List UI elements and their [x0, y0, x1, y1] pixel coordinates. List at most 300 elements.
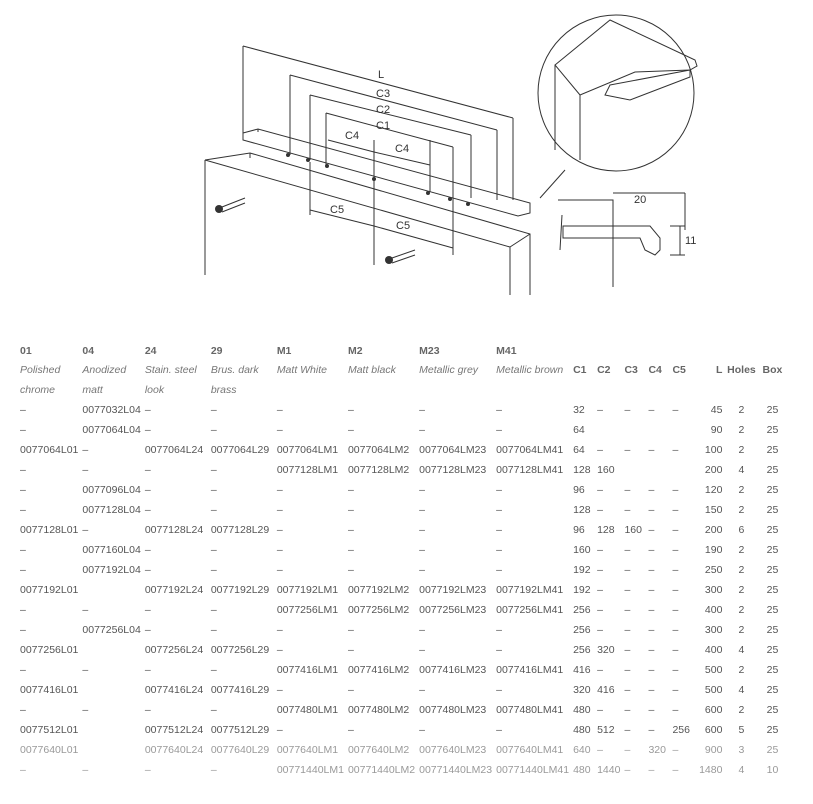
- spacer-cell: [595, 342, 622, 360]
- label-C4-right: C4: [395, 143, 410, 155]
- table-cell: 2: [738, 584, 745, 596]
- table-cell: 160: [597, 464, 615, 476]
- table-cell: –: [648, 624, 655, 636]
- table-cell: –: [276, 544, 283, 556]
- table-cell: 160: [573, 544, 591, 556]
- spacer-cell: [758, 380, 786, 400]
- table-cell: 25: [766, 604, 779, 616]
- finish-name: chrome: [20, 384, 56, 396]
- table-cell: 0077064LM2: [347, 444, 410, 456]
- table-cell: –: [144, 624, 151, 636]
- finish-name: Matt black: [347, 364, 396, 376]
- table-cell: 25: [766, 424, 779, 436]
- table-cell: –: [597, 404, 603, 416]
- table-cell: –: [20, 504, 26, 516]
- table-cell: 0077064L04: [82, 424, 141, 436]
- finish-name: Metallic grey: [419, 364, 479, 376]
- table-row: [18, 760, 786, 780]
- table-cell: –: [597, 604, 603, 616]
- table-cell: –: [20, 484, 26, 496]
- table-cell: –: [144, 604, 151, 616]
- table-cell: –: [624, 404, 631, 416]
- table-row: [18, 640, 786, 660]
- table-cell: –: [672, 764, 679, 776]
- table-cell: –: [347, 564, 354, 576]
- table-cell: –: [20, 664, 26, 676]
- table-cell: 0077128LM1: [276, 464, 339, 476]
- table-cell: –: [597, 664, 603, 676]
- spacer-cell: [724, 342, 758, 360]
- table-cell: 256: [573, 624, 591, 636]
- table-cell: –: [210, 544, 217, 556]
- table-cell: –: [276, 524, 283, 536]
- table-cell: 0077256L04: [82, 624, 141, 636]
- table-cell: –: [496, 404, 502, 416]
- table-cell: –: [210, 404, 217, 416]
- table-row: [18, 600, 786, 620]
- table-cell: 600: [704, 704, 723, 716]
- table-cell: –: [624, 664, 631, 676]
- table-cell: –: [648, 544, 655, 556]
- table-cell: –: [496, 424, 502, 436]
- table-cell: –: [624, 444, 631, 456]
- table-cell: 32: [573, 404, 585, 416]
- table-row: [18, 480, 786, 500]
- finish-name: Anodized: [82, 364, 127, 376]
- table-cell: –: [496, 684, 502, 696]
- table-cell: 0077480LM1: [276, 704, 339, 716]
- finish-name: [346, 380, 417, 400]
- table-cell: 0077640LM2: [347, 744, 410, 756]
- table-row: [18, 460, 786, 480]
- label-C1: C1: [376, 120, 391, 132]
- table-cell: –: [20, 604, 26, 616]
- table-cell: 0077512L24: [144, 724, 204, 736]
- label-C5-left: C5: [330, 204, 345, 216]
- table-cell: 128: [597, 524, 615, 536]
- table-cell: 200: [704, 464, 723, 476]
- detail-circle: [538, 15, 694, 171]
- table-cell: –: [597, 544, 603, 556]
- table-cell: 0077256LM23: [419, 604, 487, 616]
- table-row: [18, 680, 786, 700]
- table-cell: –: [276, 724, 283, 736]
- table-cell: 320: [597, 644, 615, 656]
- spec-table: [18, 342, 786, 780]
- table-cell: [670, 420, 694, 440]
- table-cell: 4: [738, 464, 745, 476]
- table-cell: –: [597, 504, 603, 516]
- table-cell: 0077480LM2: [347, 704, 410, 716]
- table-cell: 320: [573, 684, 591, 696]
- table-cell: –: [624, 604, 631, 616]
- label-C5-right: C5: [396, 220, 411, 232]
- table-cell: 0077640LM1: [276, 744, 339, 756]
- table-cell: 400: [704, 604, 723, 616]
- table-cell: 2: [738, 544, 745, 556]
- table-body: [18, 400, 786, 780]
- table-cell: 0077160L04: [82, 544, 141, 556]
- table-cell: 480: [573, 704, 591, 716]
- table-cell: –: [672, 684, 679, 696]
- table-cell: –: [347, 544, 354, 556]
- table-cell: –: [276, 424, 283, 436]
- table-cell: 0077416LM2: [347, 664, 410, 676]
- table-cell: 640: [573, 744, 591, 756]
- table-cell: –: [210, 504, 217, 516]
- table-cell: 0077640LM23: [419, 744, 487, 756]
- table-cell: 0077640LM41: [496, 744, 564, 756]
- table-cell: 00771440LM23: [419, 764, 493, 776]
- table-cell: 4: [738, 764, 745, 776]
- table-cell: –: [648, 644, 655, 656]
- table-cell: –: [496, 624, 502, 636]
- table-cell: 0077416L24: [144, 684, 204, 696]
- table-cell: –: [144, 544, 151, 556]
- table-cell: –: [624, 724, 631, 736]
- table-cell: –: [624, 744, 631, 756]
- table-cell: 0077064LM41: [496, 444, 564, 456]
- table-cell: 128: [573, 464, 591, 476]
- table-cell: 25: [766, 444, 779, 456]
- table-cell: –: [210, 604, 217, 616]
- table-cell: 25: [766, 584, 779, 596]
- table-cell: 900: [704, 744, 723, 756]
- table-cell: [80, 740, 142, 760]
- table-cell: –: [82, 464, 89, 476]
- table-cell: –: [648, 564, 655, 576]
- dimension-header: Holes: [727, 364, 756, 376]
- table-cell: 5: [738, 724, 745, 736]
- table-cell: 0077192LM2: [347, 584, 410, 596]
- table-cell: 25: [766, 464, 779, 476]
- table-cell: 00771440LM41: [496, 764, 570, 776]
- table-cell: –: [419, 724, 425, 736]
- table-cell: –: [648, 724, 655, 736]
- table-cell: 0077416L29: [210, 684, 270, 696]
- table-cell: 300: [704, 584, 723, 596]
- table-cell: 4: [738, 684, 745, 696]
- section-view: [558, 200, 660, 287]
- table-cell: –: [20, 544, 26, 556]
- table-cell: [646, 460, 670, 480]
- table-cell: [670, 460, 694, 480]
- table-cell: 25: [766, 684, 779, 696]
- table-row: [18, 400, 786, 420]
- table-cell: –: [648, 504, 655, 516]
- table-cell: –: [672, 524, 679, 536]
- spacer-cell: [595, 380, 622, 400]
- table-cell: –: [210, 764, 217, 776]
- table-cell: –: [347, 684, 354, 696]
- table-cell: 0077480LM23: [419, 704, 487, 716]
- table-cell: 480: [573, 764, 591, 776]
- table-cell: –: [672, 544, 679, 556]
- table-cell: 0077032L04: [82, 404, 141, 416]
- table-cell: –: [347, 484, 354, 496]
- table-cell: –: [144, 464, 151, 476]
- table-cell: 1440: [597, 764, 621, 776]
- table-cell: –: [648, 524, 655, 536]
- table-cell: 300: [704, 624, 723, 636]
- technical-drawing: [0, 0, 813, 330]
- table-cell: 96: [573, 524, 585, 536]
- table-cell: –: [496, 524, 502, 536]
- table-cell: –: [672, 484, 679, 496]
- table-cell: –: [648, 484, 655, 496]
- table-cell: –: [597, 704, 603, 716]
- finish-code: M23: [419, 345, 440, 357]
- table-cell: 0077416L01: [20, 684, 79, 696]
- table-cell: 0077128L29: [210, 524, 270, 536]
- table-cell: –: [82, 444, 89, 456]
- table-cell: –: [144, 424, 151, 436]
- table-cell: –: [648, 444, 655, 456]
- table-cell: –: [144, 504, 151, 516]
- table-cell: 0077256L24: [144, 644, 204, 656]
- table-cell: –: [597, 624, 603, 636]
- table-cell: –: [624, 764, 631, 776]
- table-cell: –: [672, 664, 679, 676]
- table-cell: 200: [704, 524, 723, 536]
- table-cell: –: [210, 624, 217, 636]
- table-cell: 500: [704, 684, 723, 696]
- spacer-cell: [670, 342, 694, 360]
- table-cell: –: [624, 544, 631, 556]
- dimension-header: L: [716, 364, 723, 376]
- table-cell: –: [672, 644, 679, 656]
- table-row: [18, 700, 786, 720]
- table-row: [18, 440, 786, 460]
- finish-code: 29: [210, 345, 223, 357]
- table-cell: 416: [597, 684, 615, 696]
- handle-bar: [243, 129, 530, 216]
- table-cell: –: [20, 764, 26, 776]
- table-cell: 2: [738, 484, 745, 496]
- table-cell: –: [496, 544, 502, 556]
- finish-name: Metallic brown: [496, 364, 564, 376]
- table-cell: 0077256LM41: [496, 604, 564, 616]
- table-cell: 25: [766, 564, 779, 576]
- finish-name-row: [18, 360, 786, 380]
- table-cell: –: [624, 684, 631, 696]
- table-cell: 0077128L01: [20, 524, 79, 536]
- table-cell: 400: [704, 644, 723, 656]
- spacer-cell: [646, 380, 670, 400]
- table-cell: 320: [648, 744, 666, 756]
- table-cell: 96: [573, 484, 585, 496]
- table-row: [18, 420, 786, 440]
- table-cell: –: [144, 564, 151, 576]
- table-cell: –: [648, 664, 655, 676]
- table-cell: –: [20, 404, 26, 416]
- spacer-cell: [646, 342, 670, 360]
- table-cell: 0077128L04: [82, 504, 141, 516]
- table-row: [18, 660, 786, 680]
- table-cell: 0077128L24: [144, 524, 204, 536]
- table-cell: –: [419, 484, 425, 496]
- table-cell: –: [82, 704, 89, 716]
- table-cell: –: [20, 564, 26, 576]
- table-cell: 64: [573, 444, 585, 456]
- table-cell: –: [347, 504, 354, 516]
- table-cell: –: [276, 624, 283, 636]
- table-cell: 0077064L29: [210, 444, 270, 456]
- table-cell: –: [597, 444, 603, 456]
- table-cell: 256: [573, 644, 591, 656]
- table-cell: –: [496, 564, 502, 576]
- table-cell: 2: [738, 604, 745, 616]
- table-cell: –: [648, 604, 655, 616]
- table-cell: 0077192L29: [210, 584, 270, 596]
- spacer-cell: [694, 380, 724, 400]
- table-cell: –: [144, 484, 151, 496]
- table-cell: –: [672, 504, 679, 516]
- table-cell: –: [648, 684, 655, 696]
- table-cell: 192: [573, 564, 591, 576]
- finish-name: Brus. dark: [210, 364, 259, 376]
- table-cell: –: [144, 664, 151, 676]
- table-cell: 0077064LM1: [276, 444, 339, 456]
- table-cell: 45: [710, 404, 723, 416]
- finish-name: Matt White: [276, 364, 327, 376]
- table-cell: 0077192LM23: [419, 584, 487, 596]
- table-cell: 25: [766, 524, 779, 536]
- table-row: [18, 740, 786, 760]
- table-cell: –: [210, 464, 217, 476]
- table-cell: –: [276, 484, 283, 496]
- table-cell: 0077480LM41: [496, 704, 564, 716]
- spacer-cell: [670, 380, 694, 400]
- table-row: [18, 520, 786, 540]
- table-cell: 2: [738, 444, 745, 456]
- table-cell: 25: [766, 404, 779, 416]
- spacer-cell: [622, 342, 646, 360]
- table-cell: –: [496, 644, 502, 656]
- finish-code: M41: [496, 345, 517, 357]
- table-cell: [80, 720, 142, 740]
- table-cell: 0077640L24: [144, 744, 204, 756]
- screw-right: [392, 250, 415, 263]
- finish-name: [275, 380, 346, 400]
- table-cell: 512: [597, 724, 615, 736]
- dimension-header: C4: [648, 364, 662, 376]
- table-cell: 25: [766, 544, 779, 556]
- table-cell: –: [419, 624, 425, 636]
- table-cell: –: [82, 764, 89, 776]
- table-cell: 2: [738, 404, 745, 416]
- finish-name: Stain. steel: [144, 364, 197, 376]
- dimension-header: C2: [597, 364, 611, 376]
- finish-code: 01: [20, 345, 32, 357]
- table-cell: 25: [766, 504, 779, 516]
- table-cell: –: [597, 584, 603, 596]
- table-cell: 2: [738, 624, 745, 636]
- table-cell: 25: [766, 624, 779, 636]
- finish-name: matt: [82, 384, 103, 396]
- table-cell: –: [496, 484, 502, 496]
- dimension-header: C3: [624, 364, 638, 376]
- table-cell: –: [419, 564, 425, 576]
- finish-name: Polished: [20, 364, 61, 376]
- table-cell: 500: [704, 664, 723, 676]
- table-cell: –: [210, 424, 217, 436]
- table-cell: 600: [704, 724, 723, 736]
- table-cell: 480: [573, 724, 591, 736]
- table-cell: –: [672, 584, 679, 596]
- table-cell: –: [624, 584, 631, 596]
- finish-code-row: [18, 342, 786, 360]
- table-cell: –: [597, 744, 603, 756]
- table-cell: 128: [573, 504, 591, 516]
- table-cell: 25: [766, 724, 779, 736]
- table-cell: –: [624, 484, 631, 496]
- table-cell: 190: [704, 544, 723, 556]
- table-cell: 2: [738, 504, 745, 516]
- table-cell: –: [419, 504, 425, 516]
- table-cell: –: [20, 704, 26, 716]
- table-cell: –: [597, 564, 603, 576]
- table-cell: –: [672, 404, 679, 416]
- finish-name: [417, 380, 494, 400]
- table-cell: 100: [704, 444, 723, 456]
- table-cell: 0077640L29: [210, 744, 270, 756]
- table-cell: –: [672, 624, 679, 636]
- table-cell: 192: [573, 584, 591, 596]
- table-cell: 0077256L29: [210, 644, 270, 656]
- table-cell: 150: [704, 504, 723, 516]
- spacer-cell: [571, 342, 595, 360]
- label-dim-20: 20: [634, 194, 647, 206]
- table-cell: 2: [738, 664, 745, 676]
- table-cell: –: [419, 404, 425, 416]
- dimension-header: C1: [573, 364, 587, 376]
- table-cell: –: [672, 604, 679, 616]
- table-cell: 0077192L24: [144, 584, 204, 596]
- table-row: [18, 620, 786, 640]
- table-cell: –: [276, 404, 283, 416]
- table-cell: 6: [738, 524, 745, 536]
- table-cell: 0077256L01: [20, 644, 79, 656]
- spacer-cell: [694, 342, 724, 360]
- table-cell: –: [672, 444, 679, 456]
- table-cell: 2: [738, 704, 745, 716]
- label-L: L: [378, 69, 385, 81]
- table-cell: –: [496, 724, 502, 736]
- table-cell: 10: [766, 764, 779, 776]
- table-cell: –: [347, 724, 354, 736]
- table-cell: –: [648, 704, 655, 716]
- finish-name: [494, 380, 571, 400]
- table-cell: –: [672, 704, 679, 716]
- table-cell: –: [276, 564, 283, 576]
- spacer-cell: [571, 380, 595, 400]
- table-cell: –: [672, 744, 679, 756]
- table-cell: –: [82, 524, 89, 536]
- table-cell: –: [419, 644, 425, 656]
- table-cell: –: [210, 704, 217, 716]
- finish-code: M1: [276, 345, 292, 357]
- table-cell: 2: [738, 424, 745, 436]
- table-cell: 250: [704, 564, 723, 576]
- table-cell: 0077192L01: [20, 584, 79, 596]
- table-cell: 0077192L04: [82, 564, 141, 576]
- table-cell: 0077064L24: [144, 444, 204, 456]
- table-cell: [622, 460, 646, 480]
- screw-left: [222, 198, 245, 212]
- table-cell: –: [347, 624, 354, 636]
- table-cell: 25: [766, 644, 779, 656]
